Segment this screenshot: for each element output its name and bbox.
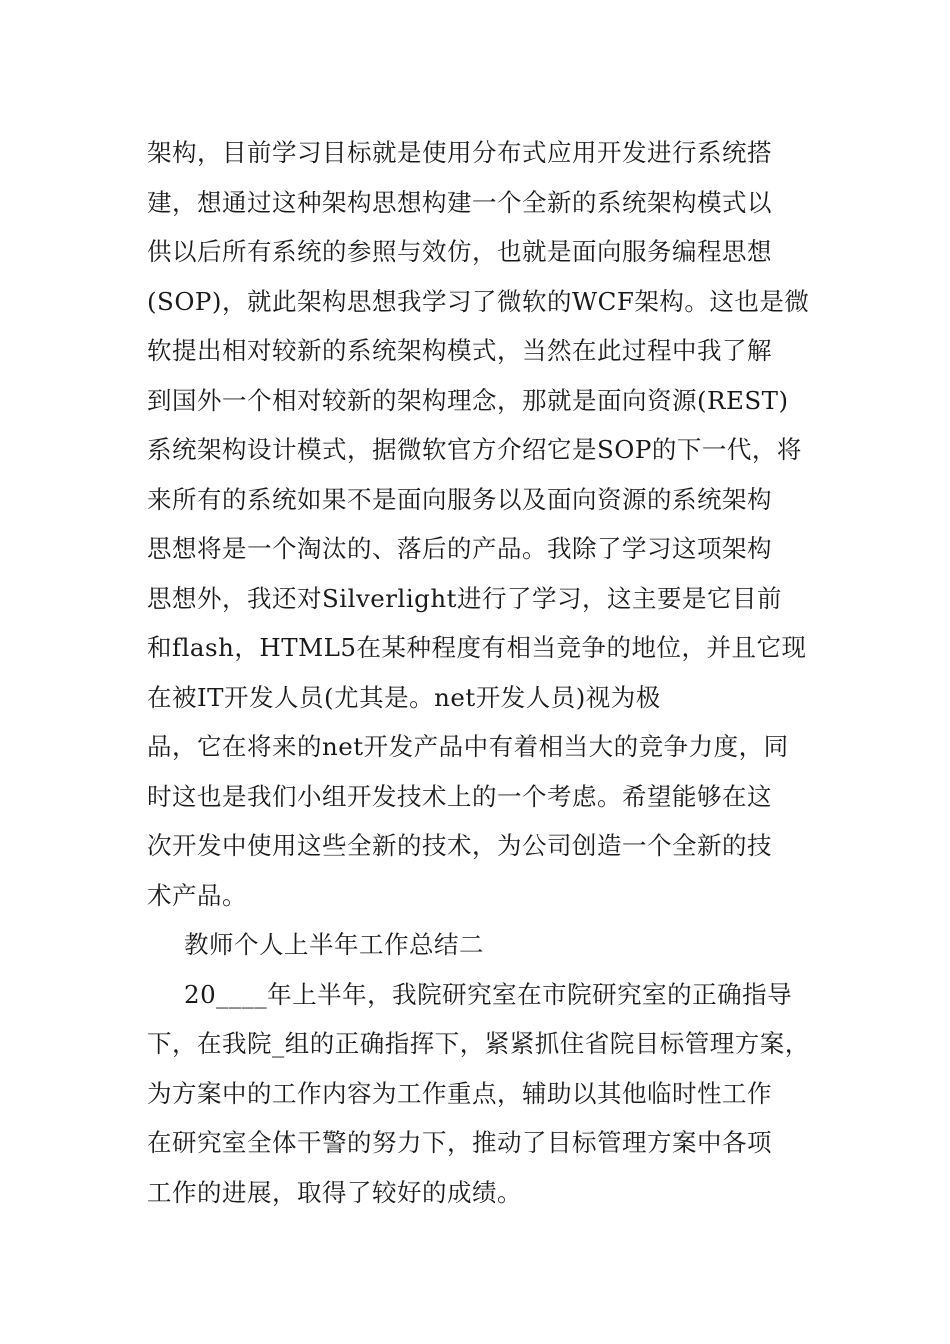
paragraph-line: 20____年上半年，我院研究室在市院研究室的正确指导 [184, 979, 793, 1009]
paragraph-line: 和flash，HTML5在某种程度有相当竞争的地位，并且它现 [147, 633, 807, 662]
paragraph-line: 软提出相对较新的系统架构模式，当然在此过程中我了解 [147, 336, 772, 365]
paragraph-line: 在研究室全体干警的努力下，推动了目标管理方案中各项 [147, 1128, 772, 1157]
paragraph-line: 品，它在将来的net开发产品中有着相当大的竞争力度，同 [147, 732, 789, 761]
paragraph-line: 为方案中的工作内容为工作重点，辅助以其他临时性工作 [147, 1078, 772, 1108]
body-text [147, 128, 817, 1217]
paragraph-line: (SOP)，就此架构思想我学习了微软的WCF架构。这也是微 [147, 286, 810, 316]
paragraph-line: 工作的进展，取得了较好的成绩。 [147, 1177, 522, 1207]
paragraph-line: 来所有的系统如果不是面向服务以及面向资源的系统架构 [147, 484, 772, 514]
paragraph-line: 思想外，我还对Silverlight进行了学习，这主要是它目前 [147, 583, 782, 613]
paragraph-line: 架构，目前学习目标就是使用分布式应用开发进行系统搭 [147, 138, 772, 167]
paragraph-line: 系统架构设计模式，据微软官方介绍它是SOP的下一代，将 [147, 435, 802, 464]
section-heading: 教师个人上半年工作总结二 [184, 930, 484, 959]
paragraph-line: 术产品。 [147, 880, 247, 910]
paragraph-line: 思想将是一个淘汰的、落后的产品。我除了学习这项架构 [147, 534, 772, 563]
paragraph-line: 供以后所有系统的参照与效仿，也就是面向服务编程思想 [147, 237, 772, 266]
paragraph-line: 到国外一个相对较新的架构理念，那就是面向资源(REST) [147, 385, 789, 415]
paragraph-line: 下，在我院_组的正确指挥下，紧紧抓住省院目标管理方案， [147, 1029, 810, 1058]
paragraph-line: 次开发中使用这些全新的技术，为公司创造一个全新的技 [147, 831, 772, 860]
paragraph-line: 时这也是我们小组开发技术上的一个考虑。希望能够在这 [147, 781, 772, 811]
paragraph-line: 建，想通过这种架构思想构建一个全新的系统架构模式以 [147, 187, 772, 217]
paragraph-line: 在被IT开发人员(尤其是。net开发人员)视为极 [147, 682, 661, 712]
